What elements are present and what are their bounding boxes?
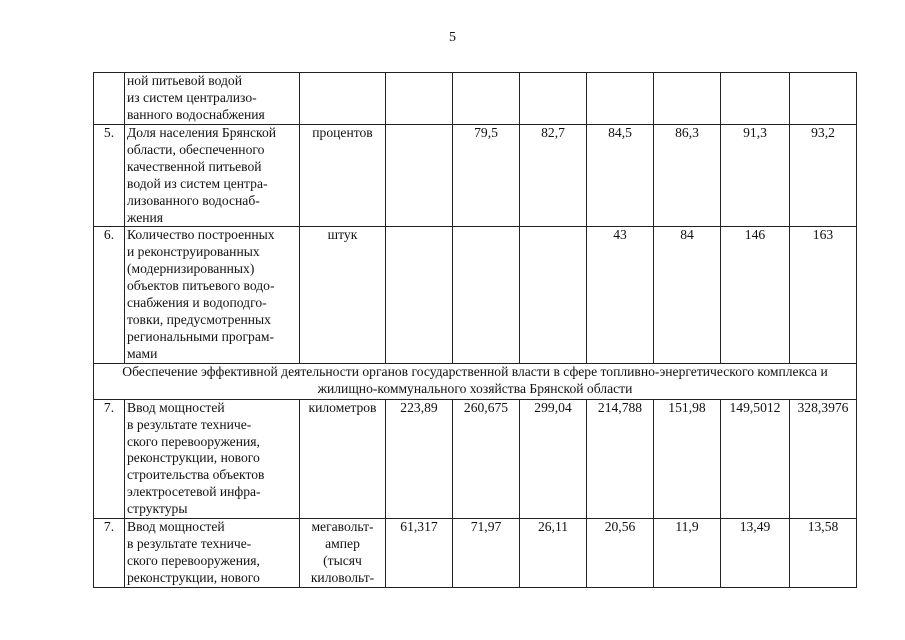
value-cell [587, 73, 654, 125]
section-row [94, 363, 857, 399]
row-number: 5. [94, 125, 125, 227]
value-cell: 260,675 [453, 399, 520, 518]
row-number: 7. [94, 519, 125, 588]
value-cell: 26,11 [520, 519, 587, 588]
row-number [94, 73, 125, 125]
value-cell [386, 73, 453, 125]
table-row [94, 73, 857, 125]
value-cell [790, 73, 857, 125]
value-cell: 151,98 [654, 399, 721, 518]
row-number: 6. [94, 227, 125, 363]
indicator-name: Количество построенных и реконструированных (модернизированных) объектов питьевого водо- снабжения и водоподго- товки, предусмотренных региональными програм- мами [125, 227, 300, 363]
value-cell [386, 125, 453, 227]
value-cell: 84 [654, 227, 721, 363]
value-cell [453, 73, 520, 125]
row-number: 7. [94, 399, 125, 518]
indicator-name: Ввод мощностей в результате техниче- ского перевооружения, реконструкции, нового строительства объектов электросетевой инфра- структуры [125, 399, 300, 518]
value-cell: 20,56 [587, 519, 654, 588]
value-cell [520, 73, 587, 125]
value-cell: 299,04 [520, 399, 587, 518]
indicators-table [93, 72, 857, 588]
value-cell: 223,89 [386, 399, 453, 518]
page-number: 5 [449, 30, 456, 45]
value-cell: 86,3 [654, 125, 721, 227]
value-cell: 93,2 [790, 125, 857, 227]
unit-cell: мегавольт- ампер (тысяч киловольт- [300, 519, 386, 588]
value-cell: 43 [587, 227, 654, 363]
value-cell: 214,788 [587, 399, 654, 518]
value-cell [654, 73, 721, 125]
unit-cell: процентов [300, 125, 386, 227]
value-cell: 84,5 [587, 125, 654, 227]
value-cell [386, 227, 453, 363]
section-heading: Обеспечение эффективной деятельности органов государственной власти в сфере топливно-энергетического комплекса и жилищно-коммунального хозяйства Брянской области [94, 363, 857, 399]
value-cell: 11,9 [654, 519, 721, 588]
value-cell: 146 [721, 227, 790, 363]
value-cell: 82,7 [520, 125, 587, 227]
value-cell: 79,5 [453, 125, 520, 227]
unit-cell [300, 73, 386, 125]
value-cell: 13,58 [790, 519, 857, 588]
indicator-name: Ввод мощностей в результате техниче- ского перевооружения, реконструкции, нового [125, 519, 300, 588]
value-cell [520, 227, 587, 363]
value-cell [721, 73, 790, 125]
indicator-name: ной питьевой водой из систем централизо- ванного водоснабжения [125, 73, 300, 125]
value-cell: 163 [790, 227, 857, 363]
value-cell: 91,3 [721, 125, 790, 227]
value-cell: 149,5012 [721, 399, 790, 518]
unit-cell: штук [300, 227, 386, 363]
unit-cell: километров [300, 399, 386, 518]
table-row [94, 227, 857, 363]
indicator-name: Доля населения Брянской области, обеспеченного качественной питьевой водой из систем центра- лизованного водоснаб- жения [125, 125, 300, 227]
value-cell: 13,49 [721, 519, 790, 588]
table-row [94, 399, 857, 518]
value-cell: 328,3976 [790, 399, 857, 518]
value-cell [453, 227, 520, 363]
value-cell: 71,97 [453, 519, 520, 588]
table-row [94, 519, 857, 588]
table-row [94, 125, 857, 227]
value-cell: 61,317 [386, 519, 453, 588]
